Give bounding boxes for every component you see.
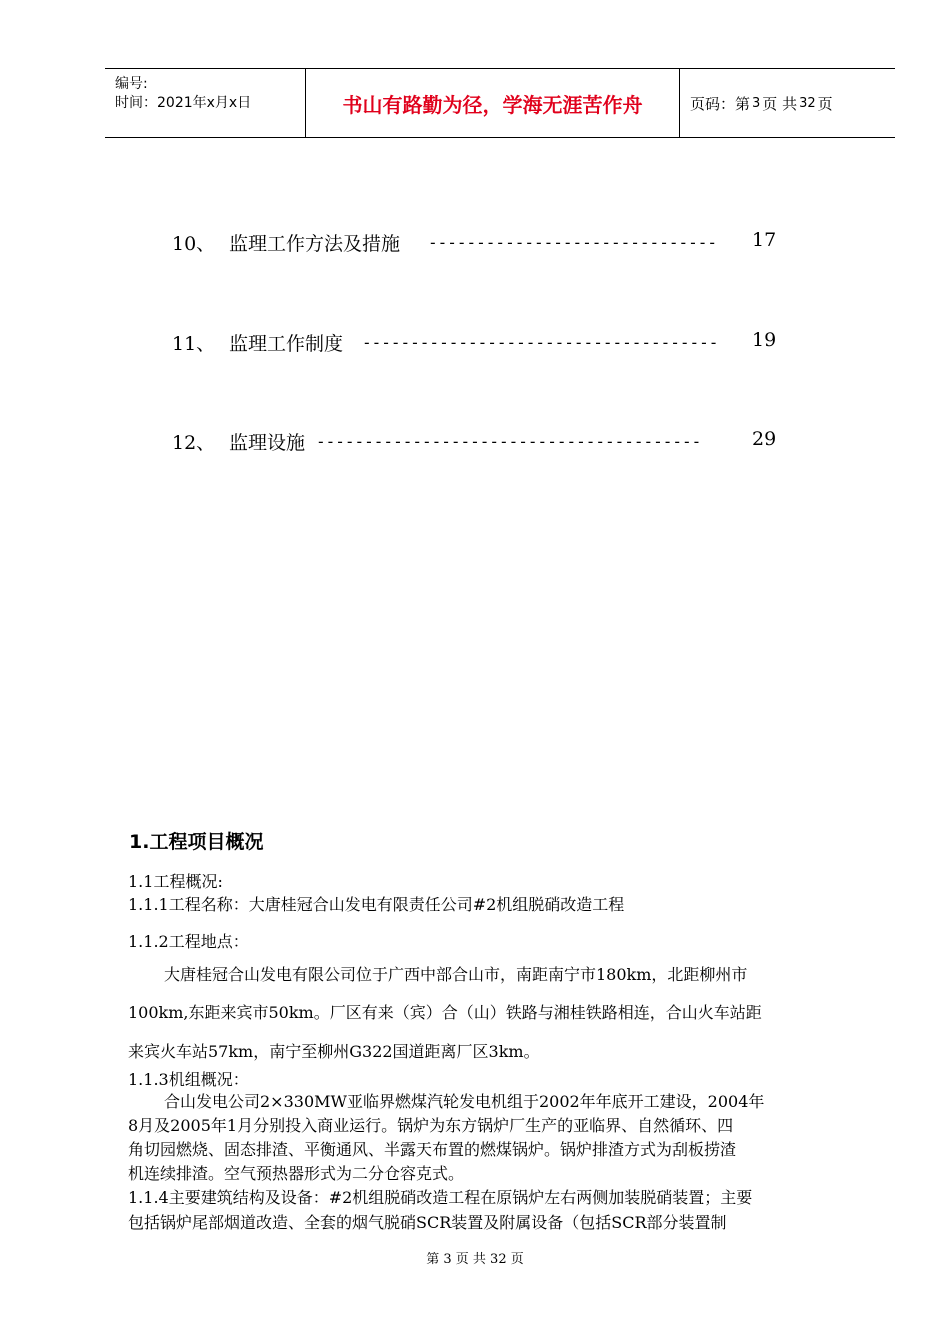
- subsection-1-1-4-line-1: 1.1.4主要建筑结构及设备：#2机组脱硝改造工程在原锅炉左右两侧加装脱硝装置；主要: [128, 1188, 753, 1207]
- page-header: [105, 68, 895, 138]
- unit-line-3: 角切园燃烧、固态排渣、平衡通风、半露天布置的燃煤锅炉。锅炉排渣方式为刮板捞渣: [128, 1140, 737, 1159]
- location-line-2: 100km,东距来宾市50km。厂区有来（宾）合（山）铁路与湘桂铁路相连，合山火车站距: [128, 1003, 762, 1022]
- header-page-cell: [680, 69, 895, 137]
- header-meta-cell: [105, 69, 306, 137]
- subsection-1-1-4-line-2: 包括锅炉尾部烟道改造、全套的烟气脱硝SCR装置及附属设备（包括SCR部分装置制: [128, 1213, 727, 1232]
- motto-text: 书山有路勤为径，学海无涯苦作舟: [342, 92, 643, 117]
- page-suffix: 页: [817, 94, 833, 113]
- page-current: 3: [752, 95, 761, 111]
- toc-leader: ------------------------------: [428, 233, 717, 252]
- code-label: 编号:: [115, 76, 148, 92]
- toc-page-number: 29: [752, 428, 777, 450]
- toc-title: 监理设施: [229, 432, 306, 454]
- toc-title: 监理工作制度: [229, 333, 344, 355]
- location-line-1: 大唐桂冠合山发电有限公司位于广西中部合山市，南距南宁市180km，北距柳州市: [164, 965, 748, 984]
- toc-page-number: 17: [752, 229, 777, 251]
- page-footer: 第 3 页 共 32 页: [426, 1252, 524, 1267]
- page-mid: 页 共: [762, 94, 798, 113]
- toc-number: 11、: [172, 333, 216, 355]
- toc-leader: -------------------------------------: [362, 333, 719, 352]
- unit-line-4: 机连续排渣。空气预热器形式为二分仓容克式。: [128, 1164, 465, 1183]
- subsection-1-1: 1.1工程概况:: [128, 872, 223, 891]
- page-total: 32: [799, 95, 816, 111]
- subsection-1-1-1: 1.1.1工程名称：大唐桂冠合山发电有限责任公司#2机组脱硝改造工程: [128, 895, 625, 914]
- toc-number: 10、: [172, 233, 216, 255]
- unit-line-2: 8月及2005年1月分别投入商业运行。锅炉为东方锅炉厂生产的亚临界、自然循环、四: [128, 1116, 734, 1135]
- unit-line-1: 合山发电公司2×330MW亚临界燃煤汽轮发电机组于2002年年底开工建设，2004年: [164, 1092, 765, 1111]
- toc-number: 12、: [172, 432, 216, 454]
- subsection-1-1-2: 1.1.2工程地点：: [128, 932, 249, 951]
- time-label: 时间：2021年x月x日: [115, 95, 252, 111]
- subsection-1-1-3: 1.1.3机组概况：: [128, 1070, 249, 1089]
- section-title: 1.工程项目概况: [129, 831, 264, 853]
- location-line-3: 来宾火车站57km，南宁至柳州G322国道距离厂区3km。: [128, 1042, 540, 1061]
- toc-leader: ----------------------------------------: [316, 432, 702, 451]
- header-motto-cell: [306, 69, 680, 137]
- page-prefix: 页码：第: [690, 94, 751, 113]
- toc-title: 监理工作方法及措施: [229, 233, 401, 255]
- toc-page-number: 19: [752, 329, 777, 351]
